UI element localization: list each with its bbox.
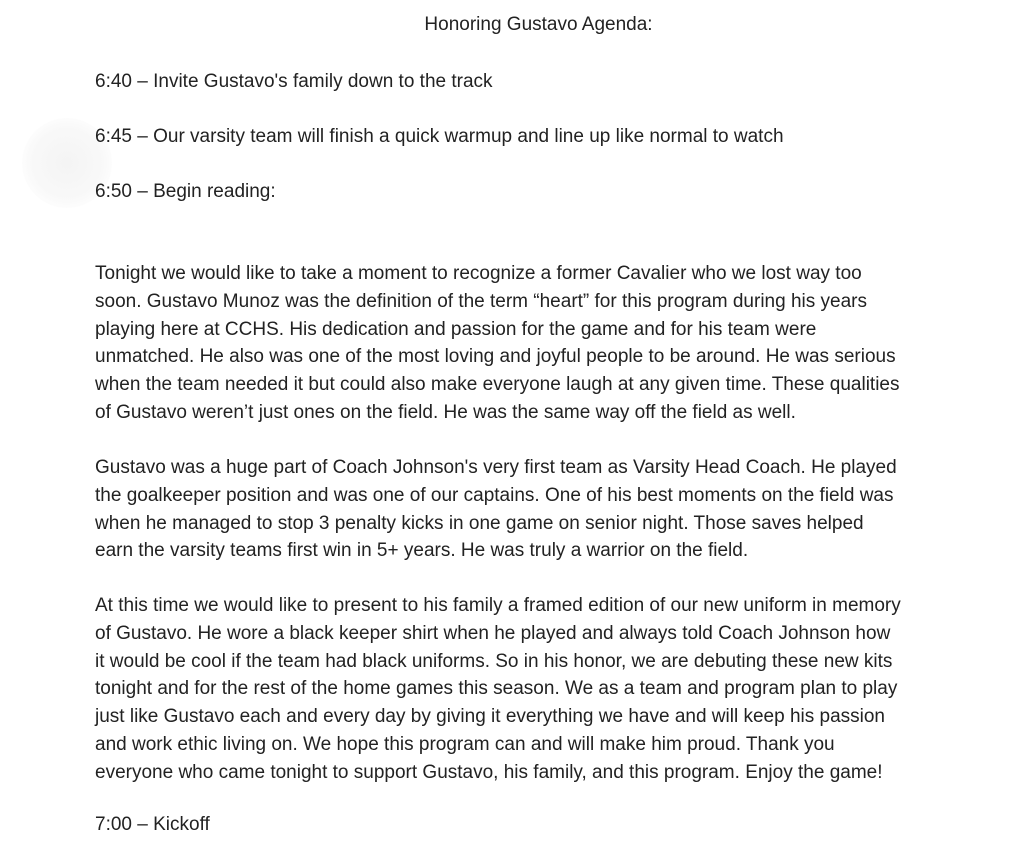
paragraph-line: when he managed to stop 3 penalty kicks in one game on senior night. Those saves helped <box>95 512 864 534</box>
tribute-paragraph-2 <box>95 454 995 565</box>
paragraph-line: playing here at CCHS. His dedication and passion for the game and for his team were <box>95 318 817 340</box>
tribute-paragraph-3 <box>95 592 995 787</box>
paragraph-line: everyone who came tonight to support Gustavo, his family, and this program. Enjoy the game! <box>95 761 883 783</box>
schedule-item-640: 6:40 – Invite Gustavo's family down to the track <box>95 71 493 92</box>
paragraph-line: when the team needed it but could also make everyone laugh at any given time. These qualities <box>95 374 900 396</box>
paragraph-line: earn the varsity teams first win in 5+ years. He was truly a warrior on the field. <box>95 540 749 562</box>
paragraph-line: Gustavo was a huge part of Coach Johnson's very first team as Varsity Head Coach. He played <box>95 457 897 478</box>
paragraph-line: of Gustavo weren’t just ones on the field. He was the same way off the field as well. <box>95 401 796 423</box>
paragraph-line: it would be cool if the team had black uniforms. So in his honor, we are debuting these new kits <box>95 650 893 672</box>
paragraph-line: At this time we would like to present to his family a framed edition of our new uniform in memory <box>95 595 901 616</box>
paragraph-line: tonight and for the rest of the home games this season. We as a team and program plan to play <box>95 678 898 700</box>
paragraph-line: of Gustavo. He wore a black keeper shirt when he played and always told Coach Johnson how <box>95 622 891 644</box>
paragraph-line: soon. Gustavo Munoz was the definition of the term “heart” for this program during his years <box>95 290 867 312</box>
paragraph-line: and work ethic living on. We hope this program can and will make him proud. Thank you <box>95 733 835 755</box>
paragraph-line: just like Gustavo each and every day by giving it everything we have and will keep his passion <box>95 706 885 728</box>
paragraph-line: Tonight we would like to take a moment to recognize a former Cavalier who we lost way too <box>95 263 862 284</box>
schedule-item-645: 6:45 – Our varsity team will finish a quick warmup and line up like normal to watch <box>95 126 784 147</box>
paragraph-line: unmatched. He also was one of the most loving and joyful people to be around. He was serious <box>95 346 896 368</box>
document-title: Honoring Gustavo Agenda: <box>424 14 653 35</box>
tribute-paragraph-1 <box>95 260 995 427</box>
schedule-item-700: 7:00 – Kickoff <box>95 814 210 835</box>
paragraph-line: the goalkeeper position and was one of our captains. One of his best moments on the field was <box>95 484 894 506</box>
schedule-item-650: 6:50 – Begin reading: <box>95 181 276 202</box>
